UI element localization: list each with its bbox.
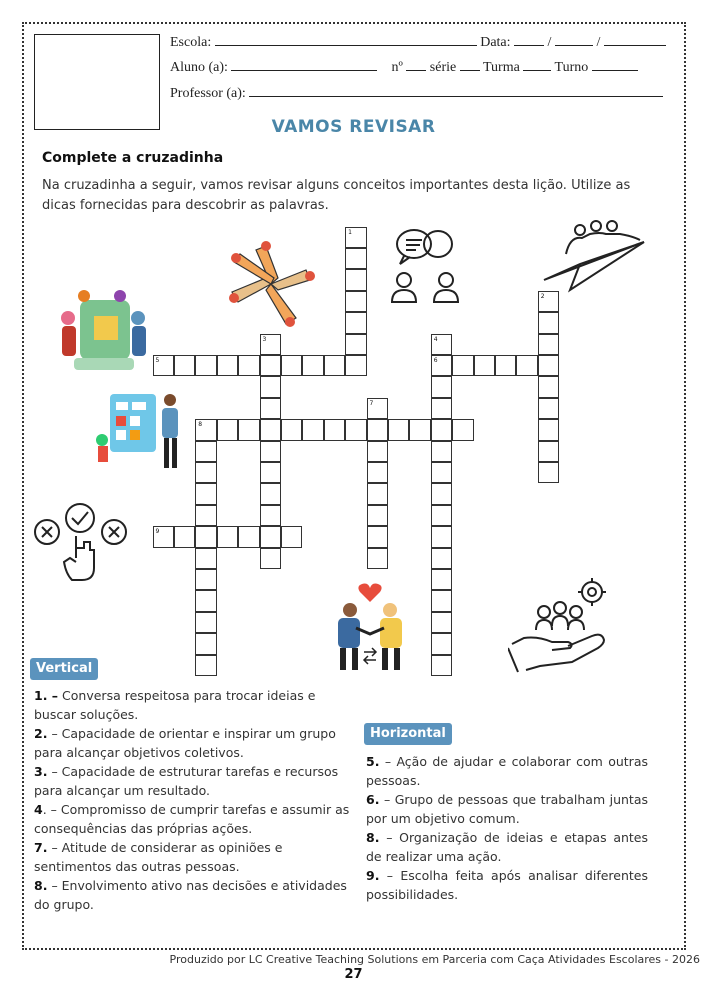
decision-choice-icon [32, 496, 130, 586]
clue-number: 7. [34, 840, 48, 855]
clue-number: 3. [34, 764, 48, 779]
horizontal-clues [366, 752, 648, 904]
cell-number: 6 [433, 356, 438, 364]
clue-number: 8. [34, 878, 48, 893]
page-title: VAMOS REVISAR [271, 117, 436, 137]
clue-text: – Grupo de pessoas que trabalham juntas por um objetivo comum. [366, 792, 649, 826]
vertical-clue-7 [34, 838, 354, 876]
planning-board-icon [94, 388, 184, 472]
date-month-field[interactable] [555, 34, 593, 46]
grade-field[interactable] [460, 59, 480, 71]
clue-text: – Capacidade de orientar e inspirar um grupo para alcançar objetivos coletivos. [34, 726, 336, 760]
clue-number: 2. [34, 726, 48, 741]
horizontal-clue-6 [366, 790, 648, 828]
shift-label: Turno [554, 60, 589, 75]
teamwork-hands-icon [226, 240, 316, 328]
school-label: Escola: [170, 35, 212, 50]
team-care-hand-icon [508, 574, 612, 674]
puzzle-team-icon [54, 288, 152, 378]
footer-credit: Produzido por LC Creative Teaching Solutions em Parceria com Caça Atividades Escolares - 2026 [169, 953, 700, 966]
clue-number: 6. [366, 792, 380, 807]
class-field[interactable] [523, 59, 551, 71]
date-label: Data: [480, 35, 511, 50]
date-sep-2: / [596, 35, 601, 50]
cell-number: 4 [433, 335, 438, 343]
date-sep-1: / [547, 35, 552, 50]
clue-number: 1. – [34, 688, 59, 703]
vertical-clues [34, 686, 354, 914]
horizontal-clue-9 [366, 866, 648, 904]
clue-text: – Capacidade de estruturar tarefas e recursos para alcançar um resultado. [34, 764, 339, 798]
cell-number: 2 [540, 292, 545, 300]
intro-text: Na cruzadinha a seguir, vamos revisar alguns conceitos importantes desta lição. Utilize as dicas fornecidas para descobrir as palavras. [42, 178, 631, 213]
cell-number: 8 [198, 421, 203, 429]
photo-box [34, 34, 160, 130]
cell-number: 1 [348, 228, 352, 236]
date-year-field[interactable] [604, 34, 666, 46]
clue-number: 9. [366, 868, 380, 883]
vertical-clue-4 [34, 800, 354, 838]
respect-handshake-icon [326, 582, 414, 672]
vertical-clue-1 [34, 686, 354, 724]
student-field[interactable] [231, 59, 377, 71]
school-field[interactable] [215, 34, 477, 46]
vertical-clue-3 [34, 762, 354, 800]
clue-text: – Organização de ideias e etapas antes de realizar uma ação. [366, 830, 649, 864]
student-label: Aluno (a): [170, 60, 228, 75]
vertical-clue-8 [34, 876, 354, 914]
clue-number: 8. [366, 830, 380, 845]
horizontal-clue-5 [366, 752, 648, 790]
clue-text: . – Compromisso de cumprir tarefas e assumir as consequências das próprias ações. [34, 802, 350, 836]
clue-text: – Escolha feita após analisar diferentes possibilidades. [366, 868, 648, 902]
header-row-student [170, 59, 638, 76]
clue-number: 4 [34, 802, 43, 817]
horizontal-clue-8 [366, 828, 648, 866]
leadership-plane-icon [540, 214, 650, 294]
date-day-field[interactable] [514, 34, 544, 46]
page-number: 27 [344, 967, 363, 982]
cell-number: 5 [155, 356, 160, 364]
header-row-school [170, 34, 666, 51]
cell-number: 7 [369, 399, 374, 407]
dialogue-people-icon [390, 226, 462, 306]
clue-text: Conversa respeitosa para trocar ideias e buscar soluções. [34, 688, 316, 722]
teacher-field[interactable] [249, 85, 663, 97]
cell-number: 9 [155, 528, 160, 536]
clue-number: 5. [366, 754, 380, 769]
section-subtitle: Complete a cruzadinha [42, 150, 224, 166]
grade-label: série [429, 60, 457, 75]
vertical-label: Vertical [30, 658, 98, 680]
cell-number: 3 [262, 335, 267, 343]
clue-text: – Ação de ajudar e colaborar com outras pessoas. [366, 754, 648, 788]
vertical-clue-2 [34, 724, 354, 762]
clue-text: – Envolvimento ativo nas decisões e atividades do grupo. [34, 878, 347, 912]
header-row-teacher [170, 85, 663, 102]
clue-text: – Atitude de considerar as opiniões e sentimentos das outras pessoas. [34, 840, 283, 874]
number-label: nº [391, 60, 403, 75]
number-field[interactable] [406, 59, 426, 71]
teacher-label: Professor (a): [170, 86, 246, 101]
horizontal-label: Horizontal [364, 723, 452, 745]
class-label: Turma [482, 60, 520, 75]
shift-field[interactable] [592, 59, 638, 71]
